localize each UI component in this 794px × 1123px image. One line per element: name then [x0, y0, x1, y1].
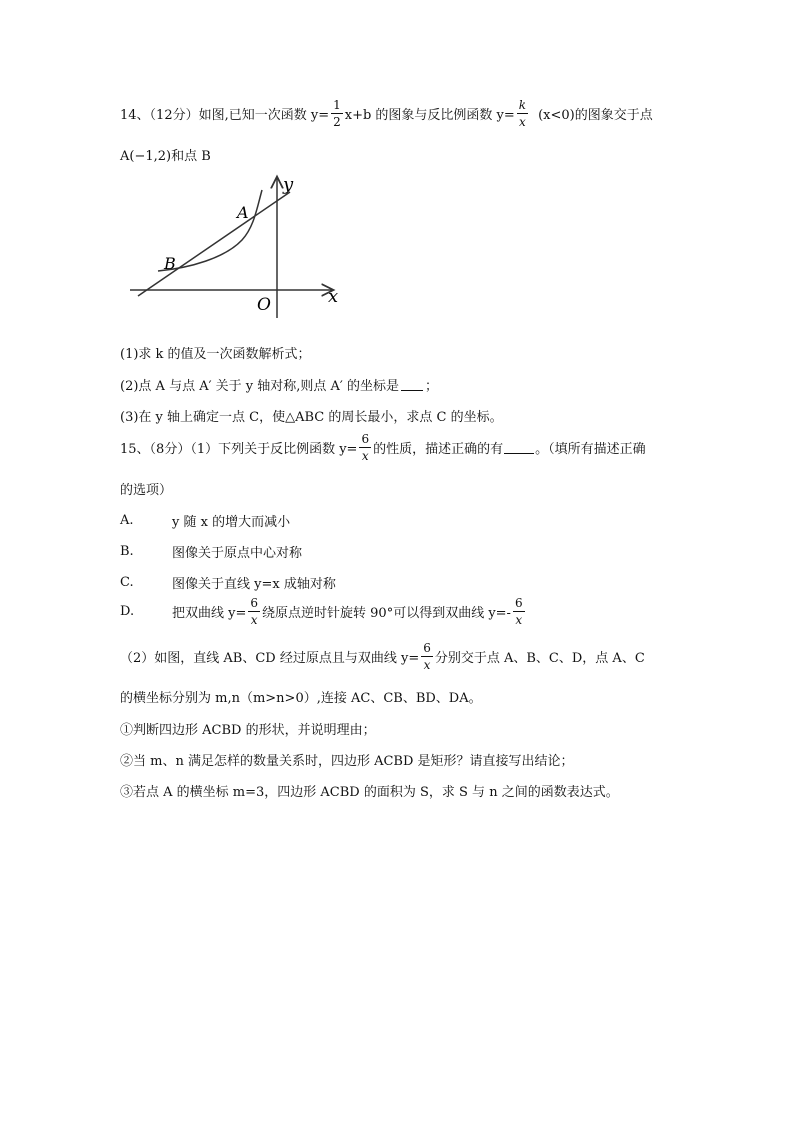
q15-subquestion-3: ③若点 A 的横坐标 m=3，四边形 ACBD 的面积为 S，求 S 与 n 之间的函数表达式。 [120, 785, 619, 800]
fraction [331, 99, 343, 128]
option-a [120, 511, 290, 530]
option-text-a: 把双曲线 y= [172, 606, 247, 621]
fraction-denominator: x [361, 449, 369, 463]
option-letter: B. [120, 544, 134, 559]
fraction-numerator: 6 [423, 641, 431, 655]
option-c [120, 573, 336, 592]
answer-blank [401, 378, 423, 391]
fraction [517, 99, 528, 128]
q15-intro-text-b: 的性质，描述正确的有 [373, 442, 504, 457]
q14-intro [120, 99, 653, 128]
option-text: 图像关于原点中心对称 [172, 546, 303, 561]
fraction-denominator: 2 [333, 115, 341, 129]
q14-part3: (3)在 y 轴上确定一点 C，使△ABC 的周长最小，求点 C 的坐标。 [120, 410, 503, 425]
q15-part2-intro [120, 642, 645, 671]
fraction-denominator: x [519, 115, 526, 129]
q15-intro-text-a: 15、（8分）（1）下列关于反比例函数 y= [120, 442, 358, 457]
y-axis-label: y [283, 174, 294, 195]
q14-part2 [120, 375, 438, 394]
q15-part2-line2: 的横坐标分别为 m,n（m>n>0）,连接 AC、CB、BD、DA。 [120, 691, 482, 706]
q14-part2-end: ； [425, 379, 439, 394]
q14-intro-text-c: (x<0)的图象交于点 [538, 108, 653, 123]
answer-blank [504, 441, 534, 454]
q15-subquestion-2: ②当 m、n 满足怎样的数量关系时，四边形 ACBD 是矩形？请直接写出结论； [120, 754, 574, 769]
fraction [248, 597, 260, 626]
fraction-denominator: x [423, 658, 431, 672]
option-text-b: 绕原点逆时针旋转 90°可以得到双曲线 y=- [262, 606, 511, 621]
fraction-denominator: x [250, 613, 258, 627]
q14-part2-text: (2)点 A 与点 A′ 关于 y 轴对称,则点 A′ 的坐标是 [120, 379, 400, 394]
point-a-label: A [237, 203, 249, 222]
option-b [120, 542, 302, 561]
q15-part2-text-a: （2）如图，直线 AB、CD 经过原点且与双曲线 y= [120, 651, 420, 666]
origin-label: O [257, 295, 271, 315]
option-text: 图像关于直线 y=x 成轴对称 [172, 577, 336, 592]
q14-intro-text-b: x+b 的图象与反比例函数 y= [344, 108, 515, 123]
x-axis-label: x [328, 286, 339, 307]
fraction [359, 433, 371, 462]
q14-part1: (1)求 k 的值及一次函数解析式； [120, 347, 311, 362]
option-letter: A. [120, 513, 134, 528]
fraction-numerator: 6 [514, 596, 523, 610]
q15-line2: 的选项） [120, 483, 173, 498]
fraction-numerator: 6 [250, 596, 259, 610]
fraction-denominator: x [515, 613, 523, 627]
fraction-numerator: 1 [333, 98, 341, 112]
fraction [421, 642, 433, 671]
q15-intro-text-c: 。（填所有描述正确 [535, 442, 646, 457]
fraction-numerator: k [518, 98, 527, 112]
q15-intro [120, 433, 646, 462]
q15-subquestion-1: ①判断四边形 ACBD 的形状，并说明理由； [120, 723, 376, 738]
q14-line2: A(−1,2)和点 B [120, 149, 211, 164]
option-text: y 随 x 的增大而减小 [172, 515, 291, 530]
q14-intro-text-a: 14、（12分）如图,已知一次函数 y= [120, 108, 330, 123]
q14-graph [120, 170, 350, 330]
fraction-numerator: 6 [361, 432, 370, 446]
point-b-label: B [164, 254, 176, 273]
option-letter: D. [120, 604, 135, 619]
q15-part2-text-b: 分别交于点 A、B、C、D，点 A、C [434, 651, 645, 666]
fraction [513, 597, 525, 626]
option-letter: C. [120, 575, 134, 590]
linear-function-line [138, 192, 290, 296]
option-d [120, 597, 527, 626]
